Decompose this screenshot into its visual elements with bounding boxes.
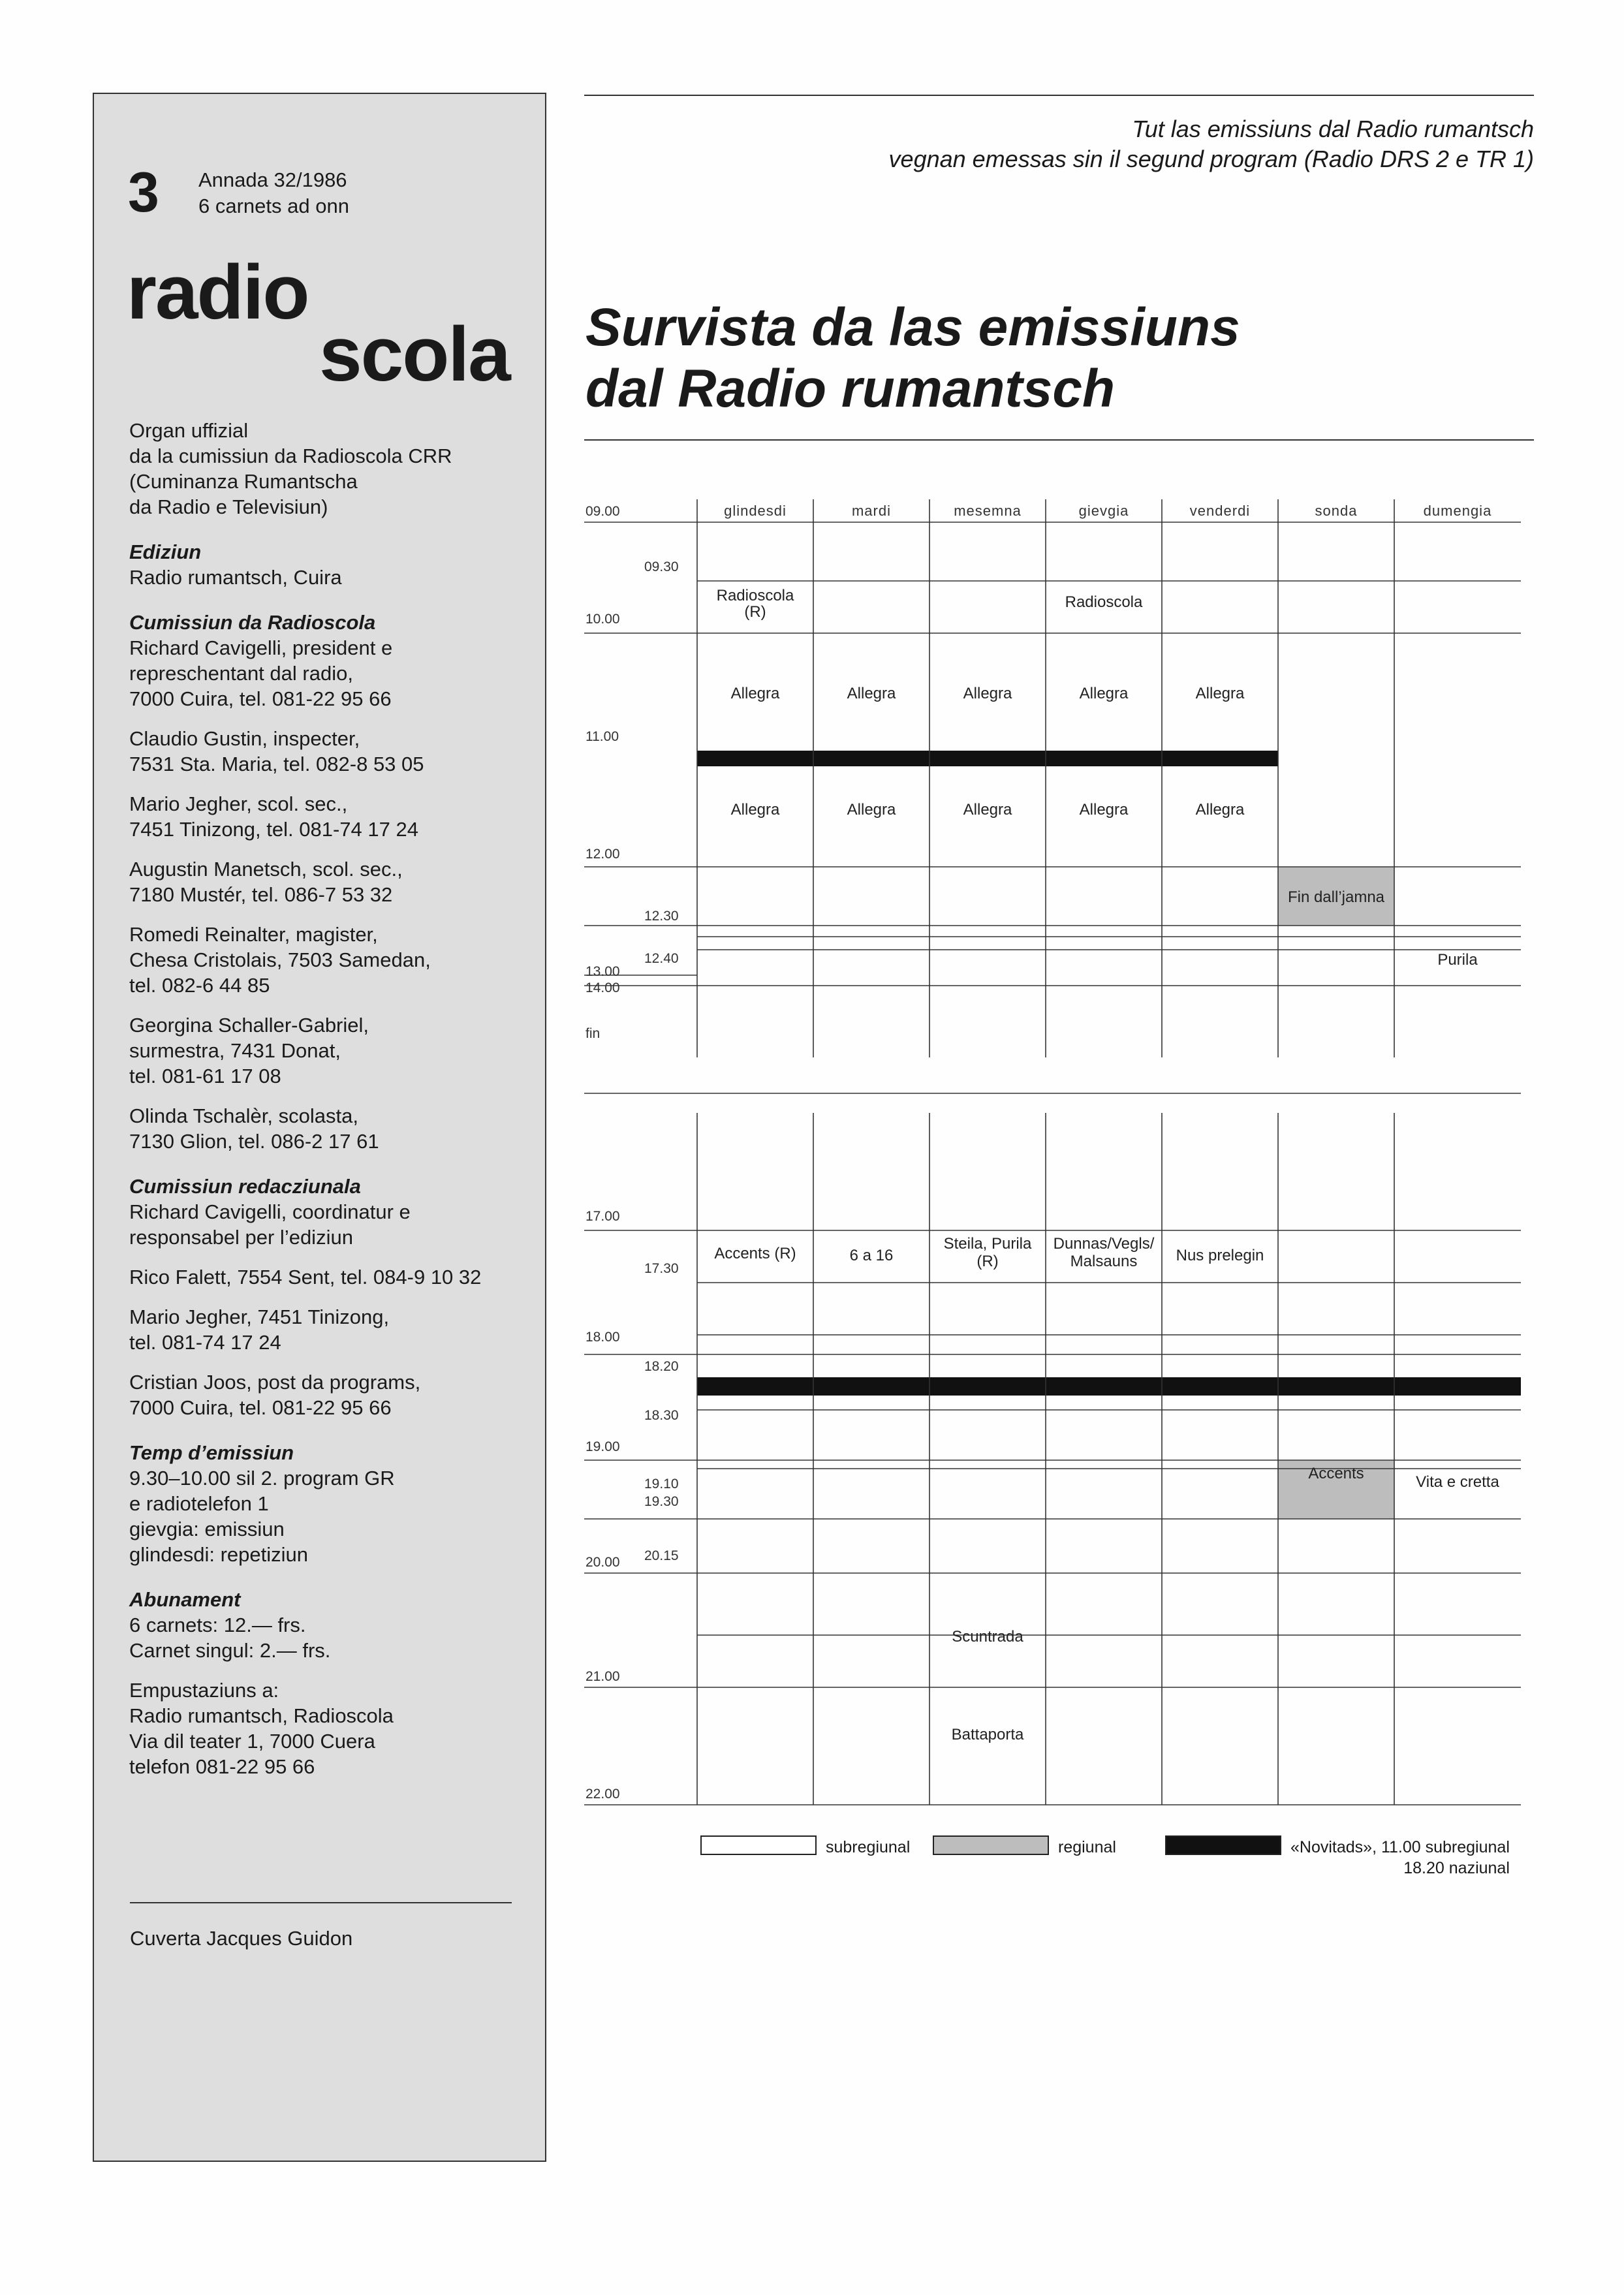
info-line: tel. 082-6 44 85 — [129, 974, 270, 997]
masthead-info — [129, 418, 521, 1794]
info-line: tel. 081-61 17 08 — [129, 1065, 281, 1087]
legend-swatch — [1165, 1835, 1281, 1855]
legend-item-subregional — [700, 1835, 910, 1858]
section-heading: Abunament — [129, 1588, 241, 1611]
legend-text — [826, 1837, 910, 1858]
program-label: Nus prelegin — [1176, 1247, 1264, 1264]
info-line: da Radio e Televisiun) — [129, 495, 328, 518]
program-label: Allegra — [1195, 685, 1245, 702]
legend-item-novitads — [1165, 1835, 1510, 1879]
sub-time-label: 17.30 — [644, 1261, 679, 1276]
info-line: responsabel per l’ediziun — [129, 1226, 353, 1249]
program-label: Malsauns — [1070, 1253, 1138, 1270]
program-label: Radioscola — [1065, 593, 1143, 611]
info-line: 6 carnets: 12.— frs. — [129, 1614, 306, 1636]
info-line: da la cumissiun da Radioscola CRR — [129, 445, 452, 467]
broadcast-note — [889, 114, 1534, 174]
info-line: e radiotelefon 1 — [129, 1492, 269, 1515]
info-line: Richard Cavigelli, president e — [129, 636, 393, 659]
time-label: 13.00 — [586, 964, 620, 979]
time-label: 14.00 — [586, 980, 620, 995]
program-label: Radioscola — [716, 587, 794, 604]
info-line: Claudio Gustin, inspecter, — [129, 727, 360, 750]
info-line: Organ uffizial — [129, 419, 249, 442]
program-label: Allegra — [1079, 801, 1129, 819]
section-heading: Temp d’emissiun — [129, 1441, 294, 1464]
program-label: Scuntrada — [952, 1628, 1023, 1646]
time-label: 22.00 — [586, 1787, 620, 1802]
info-paragraph — [129, 856, 521, 907]
day-header: sonda — [1315, 503, 1358, 519]
time-label: 09.00 — [586, 504, 620, 519]
info-paragraph — [129, 1103, 521, 1154]
program-label: Accents — [1308, 1465, 1364, 1482]
info-paragraph — [129, 1465, 521, 1567]
info-paragraph — [129, 922, 521, 998]
info-line: 7000 Cuira, tel. 081-22 95 66 — [129, 1396, 392, 1419]
info-paragraph — [129, 565, 521, 590]
sub-time-label: 09.30 — [644, 559, 679, 574]
program-label: (R) — [976, 1253, 999, 1270]
info-line: gievgia: emissiun — [129, 1518, 285, 1540]
info-line: telefon 081-22 95 66 — [129, 1755, 315, 1778]
legend-line: 18.20 naziunal — [1403, 1859, 1510, 1877]
legend-text — [1290, 1837, 1510, 1879]
info-line: glindesdi: repetiziun — [129, 1543, 309, 1566]
sub-time-label: 12.30 — [644, 909, 679, 924]
info-line: Augustin Manetsch, scol. sec., — [129, 858, 403, 881]
note-line: Tut las emissiuns dal Radio rumantsch — [1132, 116, 1534, 142]
logo-word-scola: scola — [319, 311, 510, 398]
info-line: 7451 Tinizong, tel. 081-74 17 24 — [129, 818, 418, 841]
info-line: 9.30–10.00 sil 2. program GR — [129, 1467, 395, 1490]
info-line: Georgina Schaller-Gabriel, — [129, 1014, 369, 1037]
title-rule — [584, 439, 1534, 441]
info-line: Richard Cavigelli, coordinatur e — [129, 1200, 411, 1223]
sub-time-label: 18.20 — [644, 1359, 679, 1374]
info-line: Radio rumantsch, Radioscola — [129, 1704, 394, 1727]
legend-item-regional — [933, 1835, 1116, 1858]
info-paragraph — [129, 1199, 521, 1250]
program-label: Allegra — [730, 685, 780, 702]
program-label: (R) — [744, 603, 766, 621]
day-header: gievgia — [1078, 503, 1129, 519]
program-label: Allegra — [1195, 801, 1245, 819]
time-label: 21.00 — [586, 1669, 620, 1684]
info-paragraph — [129, 1304, 521, 1355]
sub-time-label: 18.30 — [644, 1408, 679, 1423]
info-line: Carnet singul: 2.— frs. — [129, 1639, 331, 1662]
sub-time-label: 20.15 — [644, 1548, 679, 1563]
legend-text — [1058, 1837, 1116, 1858]
info-paragraph — [129, 1264, 521, 1290]
info-line: surmestra, 7431 Donat, — [129, 1039, 341, 1062]
cover-credit: Cuverta Jacques Guidon — [130, 1927, 353, 1950]
program-label: 6 a 16 — [849, 1247, 894, 1264]
time-label: 12.00 — [586, 847, 620, 862]
legend-line: «Novitads», 11.00 subregiunal — [1290, 1838, 1510, 1856]
time-label: 11.00 — [586, 729, 619, 744]
section-heading: Cumissiun redacziunala — [129, 1175, 361, 1198]
novitads-bar — [697, 751, 1278, 766]
info-paragraph — [129, 1012, 521, 1089]
title-line: Survista da las emissiuns — [586, 298, 1240, 357]
info-line: Radio rumantsch, Cuira — [129, 566, 342, 589]
program-label: Battaporta — [951, 1726, 1024, 1743]
day-header: mardi — [851, 503, 892, 519]
info-line: represchentant dal radio, — [129, 662, 353, 685]
schedule-grid — [584, 486, 1537, 1818]
info-line: Mario Jegher, scol. sec., — [129, 792, 348, 815]
program-label: Purila — [1437, 951, 1478, 969]
issue-year: Annada 32/1986 — [198, 168, 347, 191]
info-paragraph — [129, 1678, 521, 1779]
info-line: Cristian Joos, post da programs, — [129, 1371, 421, 1394]
info-line: 7180 Mustér, tel. 086-7 53 32 — [129, 883, 393, 906]
legend-line: subregiunal — [826, 1838, 911, 1856]
legend-swatch — [933, 1835, 1049, 1855]
info-paragraph — [129, 418, 521, 520]
info-line: (Cuminanza Rumantscha — [129, 470, 358, 493]
program-label: Allegra — [847, 801, 896, 819]
issue-meta — [198, 167, 349, 219]
section-heading: Cumissiun da Radioscola — [129, 611, 376, 634]
program-label: Dunnas/Vegls/ — [1053, 1235, 1155, 1253]
day-header: dumengia — [1423, 503, 1492, 519]
time-label: 18.00 — [586, 1330, 620, 1345]
info-line: Empustaziuns a: — [129, 1679, 279, 1702]
info-line: Mario Jegher, 7451 Tinizong, — [129, 1305, 390, 1328]
day-header: glindesdi — [724, 503, 787, 519]
sub-time-label: 19.30 — [644, 1494, 679, 1509]
legend-swatch — [700, 1835, 817, 1855]
sidebar-divider — [130, 1902, 512, 1903]
info-paragraph — [129, 1612, 521, 1663]
issue-number: 3 — [128, 161, 159, 224]
day-header: venderdi — [1189, 503, 1251, 519]
logo-word-radio: radio — [127, 249, 309, 336]
program-label: Allegra — [847, 685, 896, 702]
sub-time-label: 19.10 — [644, 1476, 679, 1491]
program-label: Accents (R) — [714, 1245, 796, 1262]
legend — [700, 1835, 1549, 1894]
info-line: 7531 Sta. Maria, tel. 082-8 53 05 — [129, 753, 424, 775]
info-line: 7130 Glion, tel. 086-2 17 61 — [129, 1130, 379, 1153]
program-label: Vita e cretta — [1416, 1473, 1499, 1491]
info-line: Chesa Cristolais, 7503 Samedan, — [129, 948, 431, 971]
sub-time-label: 12.40 — [644, 951, 679, 966]
info-paragraph — [129, 726, 521, 777]
info-paragraph — [129, 791, 521, 842]
time-label: 10.00 — [586, 612, 620, 627]
time-label: 20.00 — [586, 1555, 620, 1570]
info-line: tel. 081-74 17 24 — [129, 1331, 281, 1354]
program-label: Allegra — [730, 801, 780, 819]
novitads-bar — [697, 1377, 1521, 1396]
info-line: 7000 Cuira, tel. 081-22 95 66 — [129, 687, 392, 710]
info-line: Romedi Reinalter, magister, — [129, 923, 378, 946]
time-label: 19.00 — [586, 1439, 620, 1454]
legend-line: regiunal — [1058, 1838, 1116, 1856]
info-paragraph — [129, 1369, 521, 1420]
program-label: Allegra — [963, 685, 1012, 702]
day-header: mesemna — [954, 503, 1022, 519]
note-line: vegnan emessas sin il segund program (Radio DRS 2 e TR 1) — [888, 146, 1534, 172]
masthead-panel — [93, 93, 546, 2162]
info-paragraph — [129, 635, 521, 711]
title-line: dal Radio rumantsch — [586, 359, 1116, 418]
time-label: fin — [586, 1026, 601, 1041]
section-heading: Ediziun — [129, 540, 202, 563]
program-label: Allegra — [1079, 685, 1129, 702]
page-title — [586, 297, 1240, 420]
program-label: Steila, Purila — [943, 1235, 1032, 1253]
info-line: Olinda Tschalèr, scolasta, — [129, 1104, 358, 1127]
program-label: Fin dall’jamna — [1287, 888, 1385, 906]
time-label: 17.00 — [586, 1209, 620, 1224]
top-rule — [584, 95, 1534, 96]
program-label: Allegra — [963, 801, 1012, 819]
info-line: Via dil teater 1, 7000 Cuera — [129, 1730, 375, 1753]
issue-frequency: 6 carnets ad onn — [198, 195, 349, 217]
info-line: Rico Falett, 7554 Sent, tel. 084-9 10 32 — [129, 1266, 482, 1288]
